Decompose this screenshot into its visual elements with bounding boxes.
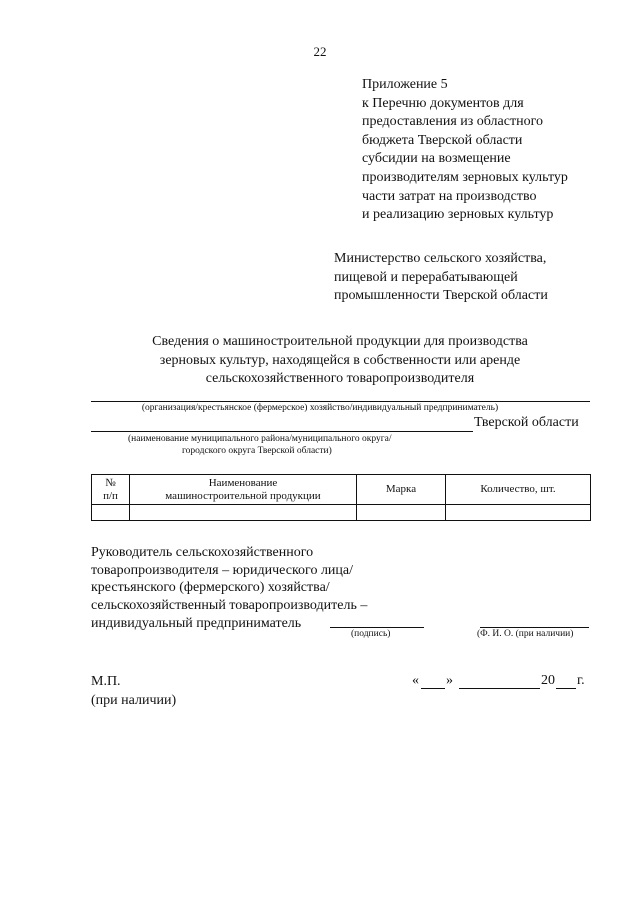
district-caption-1: (наименование муниципального района/муниципального округа/: [128, 434, 392, 444]
appendix-line: субсидии на возмещение: [362, 151, 511, 167]
header-brand: Марка: [357, 475, 446, 505]
header-number: [92, 475, 130, 505]
date-year-field[interactable]: [556, 688, 576, 689]
addressee-ministry: [334, 250, 634, 306]
header-name-line: машиностроительной продукции: [165, 489, 321, 502]
appendix-line: к Перечню документов для: [362, 95, 524, 111]
signature-line: индивидуальный предприниматель: [91, 615, 302, 631]
ministry-line: пищевой и перерабатывающей: [334, 269, 518, 285]
organization-caption: (организация/крестьянское (фермерское) хозяйство/индивидуальный предприниматель): [141, 403, 499, 413]
region-suffix: Тверской области: [474, 415, 579, 430]
appendix-line: Приложение 5: [362, 77, 448, 92]
document-title: [80, 333, 600, 389]
signature-line: товаропроизводителя – юридического лица/: [91, 562, 354, 578]
date-close-quote: »: [446, 673, 453, 688]
appendix-header: [362, 76, 632, 225]
appendix-line: и реализацию зерновых культур: [362, 207, 554, 223]
equipment-table: [91, 474, 591, 521]
table-cell[interactable]: [92, 505, 130, 521]
fio-field-line[interactable]: [480, 627, 589, 628]
table-header-row: [92, 475, 591, 505]
title-line: сельскохозяйственного товаропроизводителя: [205, 371, 475, 387]
signature-block: [91, 544, 367, 633]
district-caption-2: городского округа Тверской области): [182, 446, 332, 456]
ministry-line: Министерство сельского хозяйства,: [334, 251, 547, 266]
date-open-quote: «: [412, 673, 419, 688]
header-quantity: Количество, шт.: [446, 475, 591, 505]
title-line: зерновых культур, находящейся в собственности или аренде: [159, 352, 521, 368]
appendix-line: части затрат на производство: [362, 188, 537, 204]
signature-line: Руководитель сельскохозяйственного: [91, 545, 314, 560]
table-cell[interactable]: [446, 505, 591, 521]
page-number: 22: [313, 44, 327, 59]
fio-caption: (Ф. И. О. (при наличии): [477, 629, 574, 639]
signature-line: сельскохозяйственный товаропроизводитель –: [91, 598, 368, 614]
date-year-suffix: г.: [577, 673, 585, 688]
title-line: Сведения о машиностроительной продукции для производства: [152, 334, 528, 349]
header-number-line: п/п: [103, 489, 118, 502]
stamp-label: М.П.: [91, 674, 121, 689]
appendix-line: производителям зерновых культур: [362, 169, 568, 185]
header-name: [130, 475, 357, 505]
signature-line: крестьянского (фермерского) хозяйства/: [91, 580, 330, 596]
appendix-line: бюджета Тверской области: [362, 132, 523, 148]
signature-field-line[interactable]: [330, 627, 424, 628]
header-name-line: Наименование: [208, 477, 278, 489]
signature-caption: (подпись): [351, 629, 391, 639]
table-cell[interactable]: [357, 505, 446, 521]
table-cell[interactable]: [130, 505, 357, 521]
organization-field-line[interactable]: [91, 401, 590, 402]
district-field-line[interactable]: [91, 431, 473, 432]
stamp-place: [91, 673, 176, 710]
date-month-field[interactable]: [459, 688, 540, 689]
appendix-line: предоставления из областного: [362, 114, 543, 130]
stamp-note: (при наличии): [91, 692, 177, 708]
date-century: 20: [541, 673, 555, 688]
date-day-field[interactable]: [421, 688, 445, 689]
header-number-line: №: [105, 477, 116, 489]
table-row: [92, 505, 591, 521]
ministry-line: промышленности Тверской области: [334, 288, 548, 304]
